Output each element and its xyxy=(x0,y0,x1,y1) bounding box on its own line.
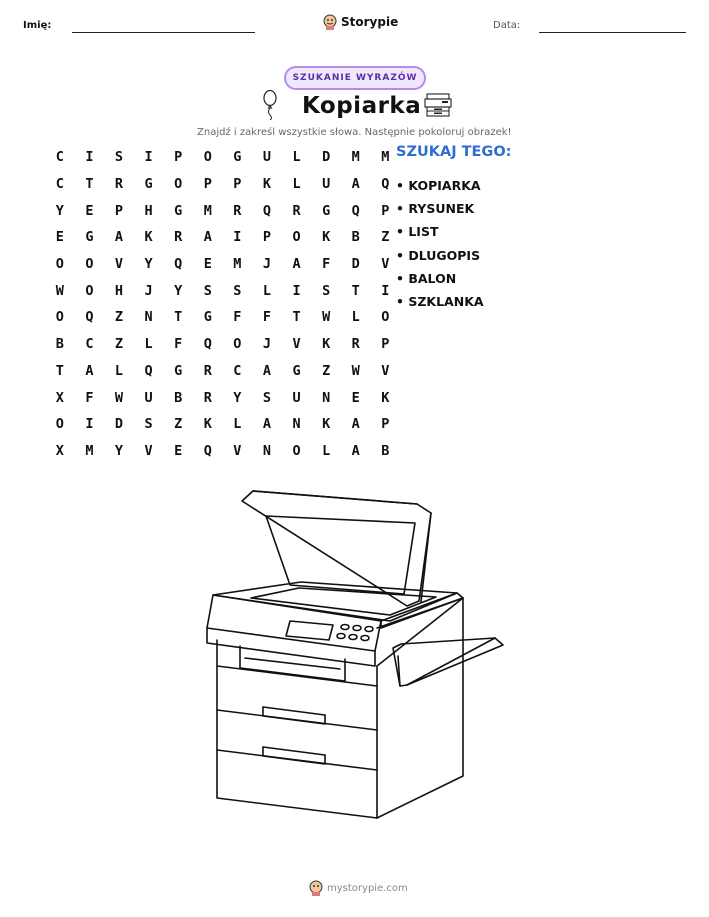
grid-letter[interactable]: U xyxy=(292,389,301,406)
grid-letter[interactable]: L xyxy=(292,176,301,193)
grid-letter[interactable]: G xyxy=(85,229,94,246)
grid-letter[interactable]: B xyxy=(381,442,390,459)
grid-letter[interactable]: W xyxy=(322,309,331,326)
grid-letter[interactable]: I xyxy=(381,282,390,299)
grid-letter[interactable]: T xyxy=(292,309,301,326)
grid-row xyxy=(45,277,400,304)
grid-letter[interactable]: U xyxy=(262,149,272,166)
grid-letter[interactable]: O xyxy=(381,309,390,326)
name-label: Imię: xyxy=(23,20,52,31)
grid-letter[interactable]: D xyxy=(114,416,124,433)
grid-letter[interactable]: U xyxy=(322,176,331,193)
grid-row xyxy=(45,224,400,251)
grid-letter[interactable]: V xyxy=(381,256,390,273)
grid-letter[interactable]: Y xyxy=(233,389,242,406)
grid-row xyxy=(45,197,400,224)
word-list xyxy=(396,144,596,313)
footer xyxy=(309,880,408,896)
grid-letter[interactable]: O xyxy=(292,442,301,459)
grid-letter[interactable]: W xyxy=(55,282,64,299)
grid-letter[interactable]: Y xyxy=(114,442,124,459)
grid-letter[interactable]: R xyxy=(114,176,124,193)
grid-letter[interactable]: G xyxy=(144,176,153,193)
grid-letter[interactable]: C xyxy=(233,362,242,379)
grid-letter[interactable]: S xyxy=(203,282,212,299)
grid-letter[interactable]: M xyxy=(233,256,242,273)
grid-letter[interactable]: B xyxy=(174,389,183,406)
grid-letter[interactable]: F xyxy=(262,309,272,326)
grid-letter[interactable]: R xyxy=(351,336,360,353)
grid-letter[interactable]: Y xyxy=(55,202,64,219)
grid-letter[interactable]: M xyxy=(203,202,212,219)
grid-letter[interactable]: V xyxy=(292,336,301,353)
grid-letter[interactable]: X xyxy=(55,389,64,406)
grid-letter[interactable]: Q xyxy=(85,309,94,326)
grid-letter[interactable]: A xyxy=(262,416,272,433)
grid-letter[interactable]: P xyxy=(262,229,272,246)
grid-letter[interactable]: L xyxy=(351,309,360,326)
brand-name: Storypie xyxy=(341,15,399,29)
grid-letter[interactable]: A xyxy=(351,176,360,193)
footer-site: mystorypie.com xyxy=(327,882,408,894)
grid-letter[interactable]: I xyxy=(233,229,242,246)
grid-letter[interactable]: Q xyxy=(174,256,183,273)
word-list-title: SZUKAJ TEGO: xyxy=(396,144,512,160)
grid-letter[interactable]: R xyxy=(174,229,183,246)
grid-letter[interactable]: O xyxy=(55,309,64,326)
grid-letter[interactable]: E xyxy=(174,442,183,459)
grid-letter[interactable]: C xyxy=(55,176,64,193)
grid-letter[interactable]: O xyxy=(292,229,301,246)
grid-letter[interactable]: K xyxy=(381,389,390,406)
storypie-logo-icon xyxy=(309,880,323,896)
copier-icon xyxy=(424,93,452,117)
grid-letter[interactable]: A xyxy=(292,256,301,273)
grid-letter[interactable]: B xyxy=(55,336,64,353)
grid-letter[interactable]: W xyxy=(351,362,360,379)
page-title: Kopiarka xyxy=(302,93,422,119)
grid-row xyxy=(45,251,400,278)
grid-letter[interactable]: A xyxy=(351,442,360,459)
grid-letter[interactable]: K xyxy=(203,416,212,433)
grid-letter[interactable]: S xyxy=(144,416,153,433)
grid-letter[interactable]: T xyxy=(174,309,183,326)
grid-letter[interactable]: X xyxy=(55,442,64,459)
grid-letter[interactable]: O xyxy=(174,176,183,193)
grid-letter[interactable]: A xyxy=(203,229,212,246)
grid-row xyxy=(45,358,400,385)
brand-logo xyxy=(323,14,398,30)
grid-letter[interactable]: M xyxy=(381,149,390,166)
grid-letter[interactable]: V xyxy=(114,256,124,273)
word-list-item: • LIST xyxy=(396,224,439,240)
grid-letter[interactable]: F xyxy=(85,389,94,406)
grid-letter[interactable]: Q xyxy=(203,442,212,459)
grid-letter[interactable]: N xyxy=(322,389,331,406)
grid-letter[interactable]: K xyxy=(322,416,331,433)
grid-letter[interactable]: M xyxy=(351,149,360,166)
grid-letter[interactable]: C xyxy=(85,336,94,353)
grid-letter[interactable]: I xyxy=(144,149,153,166)
grid-letter[interactable]: A xyxy=(262,362,272,379)
grid-letter[interactable]: L xyxy=(233,416,242,433)
grid-letter[interactable]: R xyxy=(203,362,212,379)
grid-letter[interactable]: W xyxy=(114,389,124,406)
grid-letter[interactable]: K xyxy=(322,336,331,353)
grid-letter[interactable]: V xyxy=(144,442,153,459)
grid-letter[interactable]: G xyxy=(203,309,212,326)
grid-letter[interactable]: S xyxy=(322,282,331,299)
grid-letter[interactable]: E xyxy=(55,229,64,246)
grid-letter[interactable]: P xyxy=(381,202,390,219)
grid-letter[interactable]: I xyxy=(292,282,301,299)
grid-letter[interactable]: G xyxy=(233,149,242,166)
grid-letter[interactable]: Q xyxy=(381,176,390,193)
balloon-icon xyxy=(262,90,278,120)
grid-letter[interactable]: Q xyxy=(351,202,360,219)
grid-letter[interactable]: G xyxy=(322,202,331,219)
grid-letter[interactable]: R xyxy=(233,202,242,219)
grid-letter[interactable]: G xyxy=(174,202,183,219)
grid-letter[interactable]: K xyxy=(262,176,272,193)
grid-letter[interactable]: N xyxy=(144,309,153,326)
grid-letter[interactable]: L xyxy=(322,442,331,459)
word-search-grid xyxy=(45,144,400,464)
date-label: Data: xyxy=(493,20,521,31)
grid-letter[interactable]: R xyxy=(203,389,212,406)
grid-row xyxy=(45,411,400,438)
grid-letter[interactable]: T xyxy=(55,362,64,379)
grid-letter[interactable]: V xyxy=(381,362,390,379)
grid-letter[interactable]: E xyxy=(85,202,94,219)
grid-letter[interactable]: D xyxy=(351,256,360,273)
grid-letter[interactable]: N xyxy=(292,416,301,433)
grid-letter[interactable]: O xyxy=(55,416,64,433)
word-list-item: • BALON xyxy=(396,270,457,286)
grid-row xyxy=(45,144,400,171)
date-line[interactable] xyxy=(539,32,686,33)
grid-row xyxy=(45,171,400,198)
grid-row xyxy=(45,304,400,331)
grid-letter[interactable]: O xyxy=(85,256,94,273)
grid-letter[interactable]: A xyxy=(114,229,124,246)
grid-letter[interactable]: Z xyxy=(114,336,124,353)
word-list-item: • KOPIARKA xyxy=(396,178,481,194)
grid-letter[interactable]: U xyxy=(144,389,153,406)
grid-letter[interactable]: V xyxy=(233,442,242,459)
grid-letter[interactable]: O xyxy=(85,282,94,299)
grid-letter[interactable]: M xyxy=(85,442,94,459)
instructions: Znajdź i zakreśl wszystkie słowa. Następnie pokoloruj obrazek! xyxy=(197,127,512,138)
grid-letter[interactable]: O xyxy=(233,336,242,353)
grid-row xyxy=(45,438,400,465)
grid-letter[interactable]: I xyxy=(85,149,94,166)
grid-letter[interactable]: N xyxy=(262,442,272,459)
grid-letter[interactable]: K xyxy=(144,229,153,246)
word-list-item: • DLUGOPIS xyxy=(396,247,481,263)
grid-letter[interactable]: K xyxy=(322,229,331,246)
grid-letter[interactable]: R xyxy=(292,202,301,219)
grid-letter[interactable]: F xyxy=(322,256,331,273)
grid-letter[interactable]: L xyxy=(144,336,153,353)
grid-letter[interactable]: P xyxy=(114,202,124,219)
grid-letter[interactable]: B xyxy=(351,229,360,246)
grid-letter[interactable]: A xyxy=(351,416,360,433)
word-list-item: • SZKLANKA xyxy=(396,294,484,310)
grid-letter[interactable]: Y xyxy=(144,256,153,273)
grid-letter[interactable]: T xyxy=(85,176,94,193)
grid-letter[interactable]: G xyxy=(292,362,301,379)
grid-letter[interactable]: S xyxy=(262,389,272,406)
storypie-logo-icon xyxy=(323,14,337,30)
copier-illustration xyxy=(195,488,510,823)
grid-letter[interactable]: F xyxy=(233,309,242,326)
grid-letter[interactable]: Q xyxy=(262,202,272,219)
grid-letter[interactable]: J xyxy=(144,282,153,299)
grid-letter[interactable]: L xyxy=(292,149,301,166)
grid-letter[interactable]: J xyxy=(262,336,272,353)
grid-letter[interactable]: P xyxy=(233,176,242,193)
grid-row xyxy=(45,331,400,358)
activity-badge: SZUKANIE WYRAZÓW xyxy=(284,66,426,90)
grid-letter[interactable]: E xyxy=(351,389,360,406)
grid-letter[interactable]: Z xyxy=(381,229,390,246)
grid-letter[interactable]: E xyxy=(203,256,212,273)
grid-letter[interactable]: S xyxy=(233,282,242,299)
grid-letter[interactable]: A xyxy=(85,362,94,379)
grid-letter[interactable]: I xyxy=(85,416,94,433)
grid-letter[interactable]: D xyxy=(322,149,331,166)
grid-letter[interactable]: Q xyxy=(144,362,153,379)
grid-letter[interactable]: Z xyxy=(322,362,331,379)
grid-letter[interactable]: O xyxy=(55,256,64,273)
grid-letter[interactable]: P xyxy=(381,336,390,353)
grid-letter[interactable]: Z xyxy=(114,309,124,326)
grid-letter[interactable]: H xyxy=(114,282,124,299)
grid-letter[interactable]: G xyxy=(174,362,183,379)
grid-letter[interactable]: F xyxy=(174,336,183,353)
grid-letter[interactable]: Q xyxy=(203,336,212,353)
grid-letter[interactable]: L xyxy=(262,282,272,299)
grid-letter[interactable]: O xyxy=(203,149,212,166)
grid-letter[interactable]: Y xyxy=(174,282,183,299)
grid-letter[interactable]: P xyxy=(174,149,183,166)
name-line[interactable] xyxy=(72,32,255,33)
grid-letter[interactable]: Z xyxy=(174,416,183,433)
grid-letter[interactable]: H xyxy=(144,202,153,219)
grid-letter[interactable]: J xyxy=(262,256,272,273)
grid-letter[interactable]: C xyxy=(55,149,64,166)
grid-letter[interactable]: L xyxy=(114,362,124,379)
grid-letter[interactable]: P xyxy=(381,416,390,433)
grid-letter[interactable]: T xyxy=(351,282,360,299)
grid-row xyxy=(45,384,400,411)
grid-letter[interactable]: P xyxy=(203,176,212,193)
word-list-item: • RYSUNEK xyxy=(396,201,475,217)
grid-letter[interactable]: S xyxy=(114,149,124,166)
